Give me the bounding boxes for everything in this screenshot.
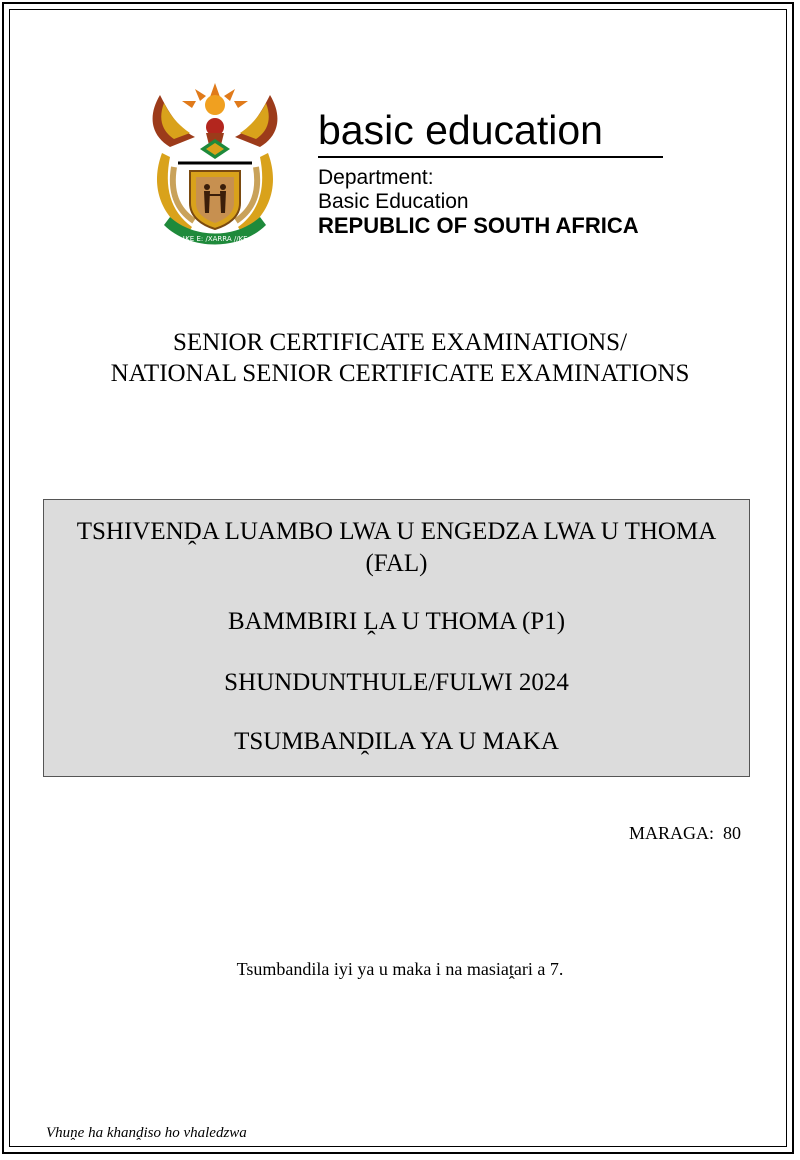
subject-line-2: (FAL) [365, 550, 428, 577]
marks-value: 80 [723, 823, 742, 843]
total-marks [629, 821, 741, 845]
page-count-note: Tsumbandila iyi ya u maka i na masiaṱari a 7. [236, 959, 564, 979]
motto-text: !KE E: /XARRA //KE [182, 235, 248, 243]
coat-of-arms-logo [140, 75, 290, 255]
exam-session: SHUNDUNTHULE/FULWI 2024 [224, 669, 569, 696]
exam-heading-line-1: SENIOR CERTIFICATE EXAMINATIONS/ [172, 329, 628, 356]
exam-heading-line-2: NATIONAL SENIOR CERTIFICATE EXAMINATIONS [110, 360, 690, 387]
paper-title: BAMMBIRI ḼA U THOMA (P1) [227, 608, 566, 635]
department-name: Basic Education [318, 190, 469, 213]
brand-underline [318, 156, 663, 158]
document-type: TSUMBANḒILA YA U MAKA [234, 728, 559, 755]
subject-title-box [43, 499, 750, 777]
subject-line-1: TSHIVENḒA LUAMBO LWA U ENGEDZA LWA U THOMA [76, 518, 717, 545]
department-brand: basic education [318, 107, 603, 153]
marks-label: MARAGA: [629, 823, 715, 843]
department-label: Department: [318, 166, 434, 189]
country-name: REPUBLIC OF SOUTH AFRICA [318, 213, 639, 238]
turn-over-note: Vhuṋe ha khanḓiso ho vhaledzwa [46, 1125, 247, 1141]
